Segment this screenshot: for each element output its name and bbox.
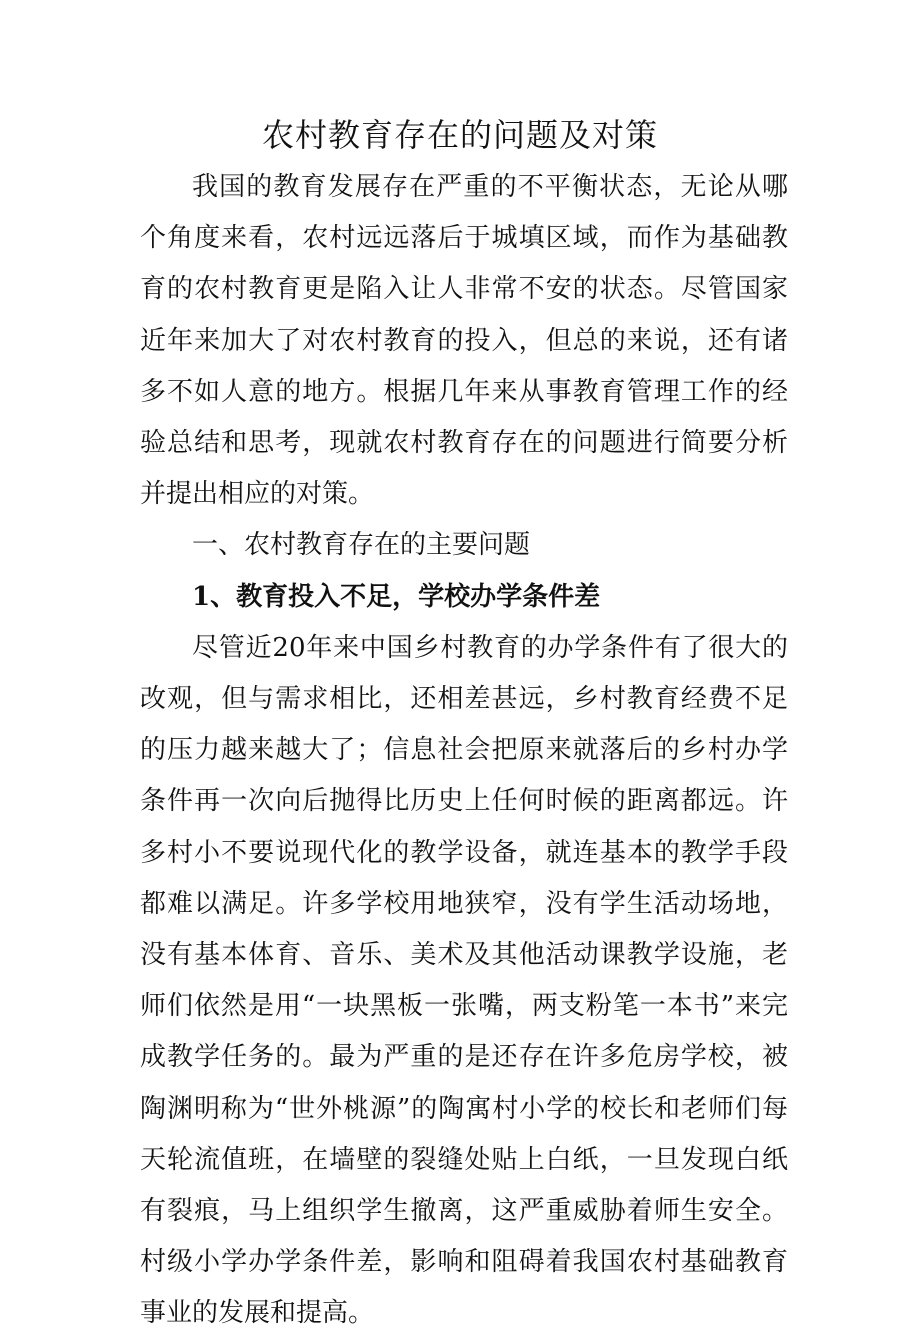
document-title: 农村教育存在的问题及对策 <box>261 116 658 154</box>
intro-paragraph: 我国的教育发展存在严重的不平衡状态，无论从哪个角度来看，农村远远落后于城填区域，而作为基础教育的农村教育更是陷入让人非常不安的状态。尽管国家近年来加大了对农村教育的投入，但总的来说，还有诸多不如人意的地方。根据几年来从事教育管理工作的经验总结和思考，现就农村教育存在的问题进行简要分析并提出相应的对策。 <box>140 172 788 510</box>
section-heading: 一、农村教育存在的主要问题 <box>192 530 531 561</box>
subsection-heading: 1、教育投入不足，学校办学条件差 <box>192 581 601 612</box>
body-paragraph: 尽管近20年来中国乡村教育的办学条件有了很大的改观，但与需求相比，还相差甚远，乡村教育经费不足的压力越来越大了；信息社会把原来就落后的乡村办学条件再一次向后抛得比历史上任何时候的距离都远。许多村小不要说现代化的教学设备，就连基本的教学手段都难以满足。许多学校用地狭窄，没有学生活动场地，没有基本体育、音乐、美术及其他活动课教学设施，老师们依然是用“一块黑板一张嘴，两支粉笔一本书”来完成教学任务的。最为严重的是还存在许多危房学校，被陶渊明称为“世外桃源”的陶寓村小学的校长和老师们每天轮流值班，在墙壁的裂缝处贴上白纸，一旦发现白纸有裂痕，马上组织学生撤离，这严重威胁着师生安全。村级小学办学条件差，影响和阻碍着我国农村基础教育事业的发展和提高。 <box>140 632 788 1329</box>
document-body <box>140 162 788 1340</box>
